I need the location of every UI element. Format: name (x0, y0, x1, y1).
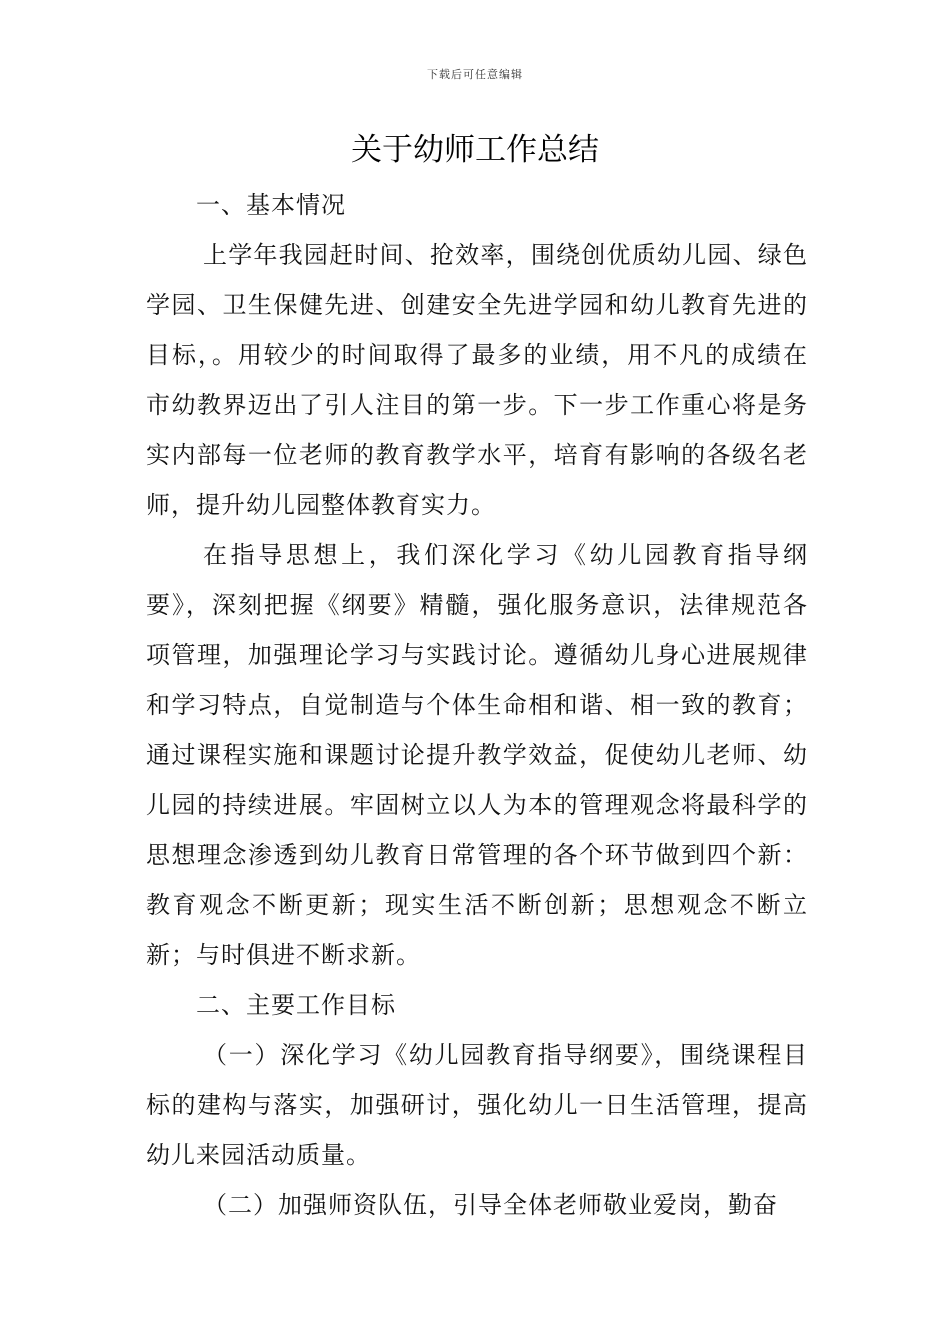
paragraph-guiding-ideology: 在指导思想上，我们深化学习《幼儿园教育指导纲要》，深刻把握《纲要》精髓，强化服务意识，法律规范各项管理，加强理论学习与实践讨论。遵循幼儿身心进展规律和学习特点，自觉制造与个体生命相和谐、相一致的教育；通过课程实施和课题讨论提升教学效益，促使幼儿老师、幼儿园的持续进展。牢固树立以人为本的管理观念将最科学的思想理念渗透到幼儿教育日常管理的各个环节做到四个新：教育观念不断更新；现实生活不断创新；思想观念不断立新；与时俱进不断求新。 (146, 541, 808, 969)
document-body (146, 180, 808, 1230)
paragraph-basic-situation: 上学年我园赶时间、抢效率，围绕创优质幼儿园、绿色学园、卫生保健先进、创建安全先进学园和幼儿教育先进的目标，。用较少的时间取得了最多的业绩，用不凡的成绩在市幼教界迈出了引人注目的第一步。下一步工作重心将是务实内部每一位老师的教育教学水平，培育有影响的各级名老师，提升幼儿园整体教育实力。 (146, 241, 808, 519)
paragraph-goal-two: （二）加强师资队伍，引导全体老师敬业爱岗，勤奋 (203, 1191, 778, 1219)
paragraph-goal-one: （一）深化学习《幼儿园教育指导纲要》，围绕课程目标的建构与落实，加强研讨，强化幼儿一日生活管理，提高幼儿来园活动质量。 (146, 1041, 808, 1169)
document-title: 关于幼师工作总结 (351, 132, 599, 168)
section-heading-basic-situation: 一、基本情况 (196, 191, 346, 219)
page-header-note: 下载后可任意编辑 (427, 68, 523, 81)
section-heading-main-goals: 二、主要工作目标 (196, 991, 396, 1019)
